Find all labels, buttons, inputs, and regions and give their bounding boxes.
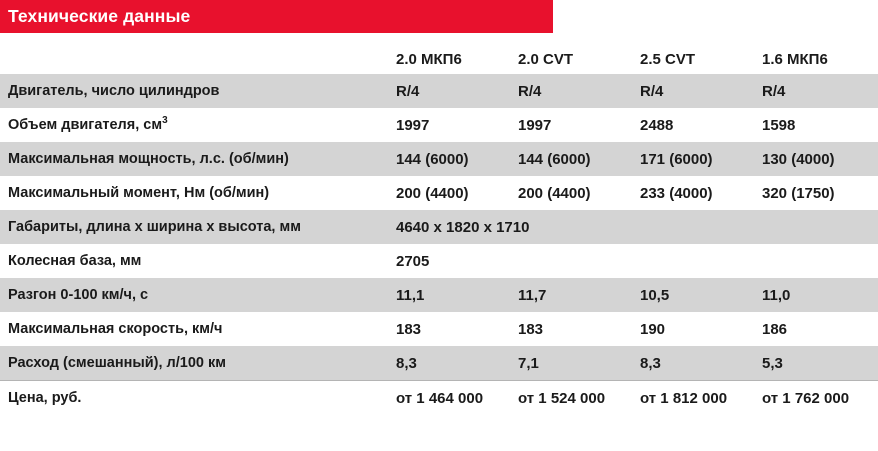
row-value: 8,3 [388, 346, 510, 381]
row-value: 190 [632, 312, 754, 346]
table-row [0, 108, 878, 142]
row-value: 7,1 [510, 346, 632, 381]
row-value: 2488 [632, 108, 754, 142]
row-value: 200 (4400) [510, 176, 632, 210]
row-value: 5,3 [754, 346, 878, 381]
row-label: Максимальная скорость, км/ч [0, 312, 388, 346]
header-spacer [0, 33, 388, 74]
table-row [0, 142, 878, 176]
table-row [0, 176, 878, 210]
row-value: 1997 [510, 108, 632, 142]
row-value: от 1 464 000 [388, 381, 510, 416]
page-title: Технические данные [8, 6, 191, 26]
row-value: 8,3 [632, 346, 754, 381]
row-value: 233 (4000) [632, 176, 754, 210]
row-value: 186 [754, 312, 878, 346]
row-label: Цена, руб. [0, 381, 388, 416]
row-value: 144 (6000) [388, 142, 510, 176]
table-row [0, 278, 878, 312]
row-value: 1997 [388, 108, 510, 142]
row-label: Максимальный момент, Нм (об/мин) [0, 176, 388, 210]
row-value: 11,7 [510, 278, 632, 312]
table-row [0, 244, 878, 278]
table-row [0, 74, 878, 108]
specs-grid [0, 33, 878, 415]
table-row [0, 381, 878, 416]
row-value: 320 (1750) [754, 176, 878, 210]
column-header-row [0, 33, 878, 74]
row-label-superscript: 3 [162, 115, 168, 127]
row-value: от 1 762 000 [754, 381, 878, 416]
row-value: 200 (4400) [388, 176, 510, 210]
row-label: Разгон 0-100 км/ч, с [0, 278, 388, 312]
row-value: от 1 524 000 [510, 381, 632, 416]
row-value: 4640 x 1820 x 1710 [388, 210, 878, 244]
row-label: Расход (смешанный), л/100 км [0, 346, 388, 381]
row-label: Максимальная мощность, л.с. (об/мин) [0, 142, 388, 176]
row-label: Колесная база, мм [0, 244, 388, 278]
row-value: 1598 [754, 108, 878, 142]
row-value: 11,0 [754, 278, 878, 312]
table-row [0, 346, 878, 381]
row-value: R/4 [510, 74, 632, 108]
row-value: 130 (4000) [754, 142, 878, 176]
row-value: 144 (6000) [510, 142, 632, 176]
row-value: 183 [388, 312, 510, 346]
row-value: R/4 [388, 74, 510, 108]
row-value: 10,5 [632, 278, 754, 312]
row-value: от 1 812 000 [632, 381, 754, 416]
row-value: 11,1 [388, 278, 510, 312]
row-value: 171 (6000) [632, 142, 754, 176]
row-label: Габариты, длина х ширина х высота, мм [0, 210, 388, 244]
row-label-text: Объем двигателя, см [8, 117, 163, 133]
row-value: 2705 [388, 244, 878, 278]
row-value: R/4 [632, 74, 754, 108]
column-header-0: 2.0 МКП6 [388, 33, 510, 74]
column-header-1: 2.0 CVT [510, 33, 632, 74]
table-title-bar [0, 0, 553, 33]
row-label [0, 108, 388, 142]
column-header-3: 1.6 МКП6 [754, 33, 878, 74]
row-label: Двигатель, число цилиндров [0, 74, 388, 108]
table-row [0, 312, 878, 346]
row-value: 183 [510, 312, 632, 346]
row-value: R/4 [754, 74, 878, 108]
table-row [0, 210, 878, 244]
column-header-2: 2.5 CVT [632, 33, 754, 74]
